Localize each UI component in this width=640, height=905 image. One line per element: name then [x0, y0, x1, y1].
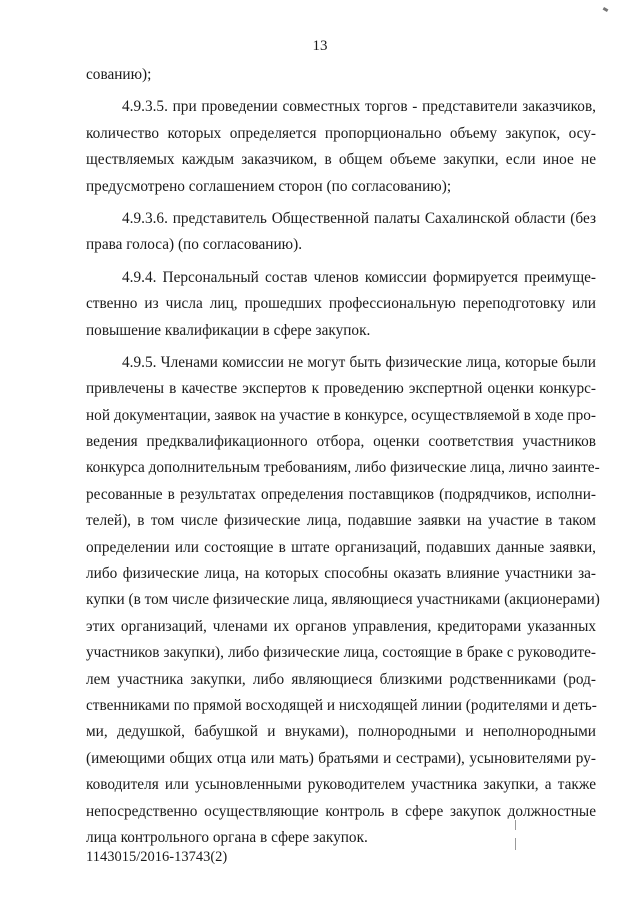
text-line: предусмотрено соглашением сторон (по согласованию);	[86, 177, 452, 195]
text-line: определении или состоящие в штате организаций, подавших данные заявки,	[86, 538, 596, 556]
text-line: лица контрольного органа в сфере закупок.	[86, 828, 368, 846]
scan-mark	[515, 820, 516, 830]
text-line: ведения предквалификационного отбора, оценки соответствия участников	[86, 433, 596, 451]
page-number: 13	[312, 38, 328, 54]
text-line: ководителя или усыновленными руководителем участника закупки, а также	[86, 776, 596, 794]
text-line: повышение квалификации в сфере закупок.	[86, 321, 371, 339]
text-line: 4.9.4. Персональный состав членов комиссии формируется преимуще-	[122, 268, 596, 286]
text-line: ми, дедушкой, бабушкой и внуками), полнородными и неполнородными	[86, 723, 596, 741]
text-line: ной документации, заявок на участие в конкурсе, осуществляемой в ходе про-	[86, 406, 596, 424]
paragraph-4-9-3-6	[86, 206, 596, 259]
paragraph-4-9-5	[86, 350, 600, 851]
text-line: ственно из числа лиц, прошедших профессиональную переподготовку или	[86, 295, 596, 313]
text-line: 4.9.5. Членами комиссии не могут быть физические лица, которые были	[122, 353, 596, 371]
text-line: привлечены в качестве экспертов к проведению экспертной оценки конкурс-	[86, 380, 596, 398]
text-line: 4.9.3.6. представитель Общественной палаты Сахалинской области (без	[122, 209, 596, 227]
text-line: лем участника закупки, либо являющиеся близкими родственниками (род-	[86, 670, 596, 688]
text-line: ственниками по прямой восходящей и нисходящей линии (родителями и деть-	[86, 696, 597, 714]
text-line: купки (в том числе физические лица, являющиеся участниками (акционерами)	[86, 591, 600, 609]
paragraph-4-9-4	[86, 265, 596, 344]
document-footer-code: 1143015/2016-13743(2)	[86, 849, 228, 865]
text-line: либо физические лица, на которых способны оказать влияние участники за-	[86, 565, 596, 583]
scan-mark	[515, 838, 516, 850]
text-line: ществляемых каждым заказчиком, в общем объеме закупки, если иное не	[86, 151, 596, 169]
document-body	[86, 62, 600, 851]
text-line: 4.9.3.5. при проведении совместных торгов - представители заказчиков,	[122, 98, 596, 116]
text-line: права голоса) (по согласованию).	[86, 236, 303, 254]
text-line: сованию);	[86, 66, 152, 83]
text-line: этих организаций, членами их органов управления, кредиторами указанных	[86, 617, 596, 635]
paragraph-4-9-3-5	[86, 94, 596, 200]
text-line: конкурса дополнительным требованиям, либо физические лица, лично заинте-	[86, 459, 600, 477]
text-line: ресованные в результатах определения поставщиков (подрядчиков, исполни-	[86, 485, 596, 503]
text-line: количество которых определяется пропорционально объему закупок, осу-	[86, 124, 596, 142]
text-line: (имеющими общих отца или мать) братьями и сестрами), усыновителями ру-	[86, 749, 596, 767]
text-line: непосредственно осуществляющие контроль в сфере закупок должностные	[86, 802, 596, 820]
paragraph-continuation	[86, 62, 596, 88]
text-line: участников закупки), либо физические лица, состоящие в браке с руководите-	[86, 644, 596, 662]
text-line: телей), в том числе физические лица, подавшие заявки на участие в таком	[86, 512, 596, 530]
scan-speck	[603, 7, 609, 12]
